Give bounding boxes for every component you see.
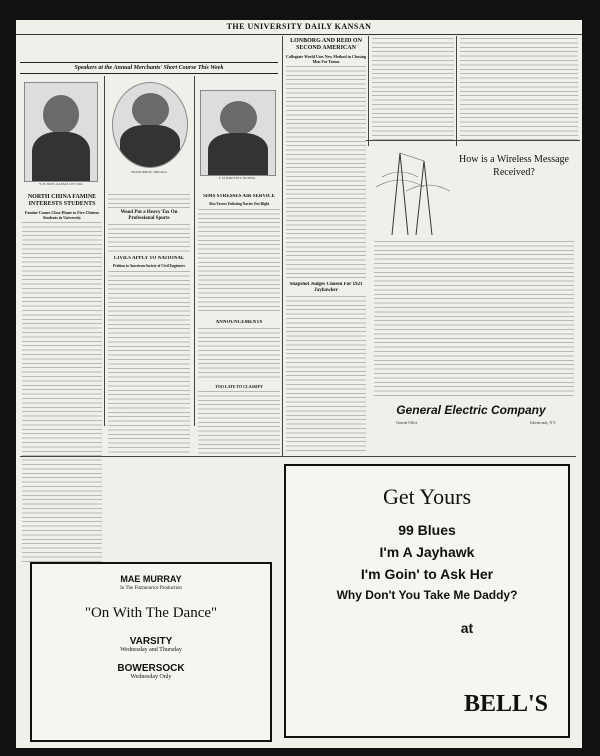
- movie-title: "On With The Dance": [84, 605, 218, 621]
- article-continued: [372, 38, 454, 142]
- radio-tower-illustration: [372, 147, 452, 237]
- movie-sub: In The Fitzmourice Production: [120, 586, 182, 591]
- article-headline: ANNOUNCEMENTS: [215, 320, 263, 325]
- article-headline: Wood Put a Heavy Tax On Professional Sports: [120, 210, 178, 221]
- announcements: [198, 320, 280, 380]
- article-headline: CIVILS APPLY TO NATIONAL: [113, 256, 185, 261]
- article-body: [108, 271, 190, 456]
- movie-star: MAE MURRAY: [120, 574, 182, 584]
- wireless-title: How is a Wireless Message Received?: [459, 154, 569, 178]
- article-continued: [460, 38, 578, 142]
- bells-ad: [284, 464, 570, 738]
- movie-ad: [30, 562, 272, 742]
- article-sims: [198, 194, 280, 314]
- theatre-bowersock: BOWERSOCK: [117, 663, 185, 674]
- song-title: Why Don't You Take Me Daddy?: [336, 588, 518, 602]
- article-lonborg: [286, 38, 366, 278]
- article-subhead: Collegiate World Uses New Method in Chosing Men For Teams: [286, 54, 366, 64]
- column-rule: [456, 36, 457, 146]
- article-headline: LONBORG AND REID ON SECOND AMERICAN: [290, 38, 362, 51]
- column-rule: [194, 76, 195, 426]
- article-headline: NORTH CHINA FAMINE INTERESTS STUDENTS: [27, 194, 97, 207]
- song-title: I'm A Jayhawk: [379, 544, 475, 560]
- newspaper-page: [16, 20, 582, 748]
- photo-caption: E. M. BARTLETT, WICHITA: [218, 176, 256, 180]
- section-rule: [20, 456, 576, 457]
- ge-office: General Office: [396, 421, 418, 425]
- article-headline: TOO LATE TO CLASSIFY: [215, 384, 263, 389]
- article-wood-tax: [108, 194, 190, 252]
- speaker-photo: [200, 90, 276, 176]
- bells-at: at: [460, 620, 474, 636]
- article-china-famine: [22, 194, 102, 564]
- article-body: [198, 328, 280, 380]
- column-rule: [104, 76, 105, 426]
- article-civils: [108, 256, 190, 456]
- song-title: I'm Goin' to Ask Her: [360, 566, 494, 582]
- article-subhead: Famine Comes Close Home to Five Chinese Students in University: [24, 210, 100, 220]
- theatre-varsity: VARSITY: [129, 636, 173, 647]
- article-body: [286, 296, 366, 454]
- ge-city: Schenectady, N.Y.: [529, 421, 556, 425]
- photo-caption: W. B. HAYS, KANSAS CITY, MO.: [39, 182, 83, 186]
- speakers-banner: Speakers at the Annual Merchants' Short Course This Week: [20, 62, 278, 74]
- ge-logo: General Electric Company: [396, 403, 546, 417]
- article-body: [198, 391, 280, 454]
- speaker-photo: [24, 82, 98, 182]
- article-body: [198, 209, 280, 314]
- speaker-photo: [112, 82, 188, 168]
- song-title: 99 Blues: [398, 522, 456, 538]
- masthead: THE UNIVERSITY DAILY KANSAN: [16, 20, 582, 35]
- article-subhead: Also Favors Enlisting Navies Out Right: [208, 202, 270, 206]
- bowersock-days: Wednesday Only: [130, 674, 172, 680]
- wireless-ad: [366, 140, 580, 451]
- too-late-to-classify: [198, 384, 280, 454]
- article-body: [286, 66, 366, 278]
- article-subhead: Petition to American Society of Civil Engineers: [112, 264, 186, 268]
- photo-caption: FRANK BIRCH, CHICAGO: [131, 170, 167, 174]
- bells-line: Get Yours: [382, 484, 472, 509]
- column-rule: [282, 36, 283, 456]
- bells-store-name: BELL'S: [463, 691, 548, 717]
- article-body: [108, 194, 190, 208]
- article-body: [108, 224, 190, 252]
- wireless-body: [374, 241, 574, 399]
- varsity-days: Wednesday and Thursday: [120, 647, 182, 653]
- article-body: [22, 222, 102, 564]
- article-headline: SIMS STRESSES AIR SERVICE: [203, 194, 275, 199]
- article-headline: Snapshot Judges Chosen For 1921 Jayhawker: [289, 282, 363, 293]
- column-rule: [368, 36, 369, 146]
- article-snapshot: [286, 282, 366, 454]
